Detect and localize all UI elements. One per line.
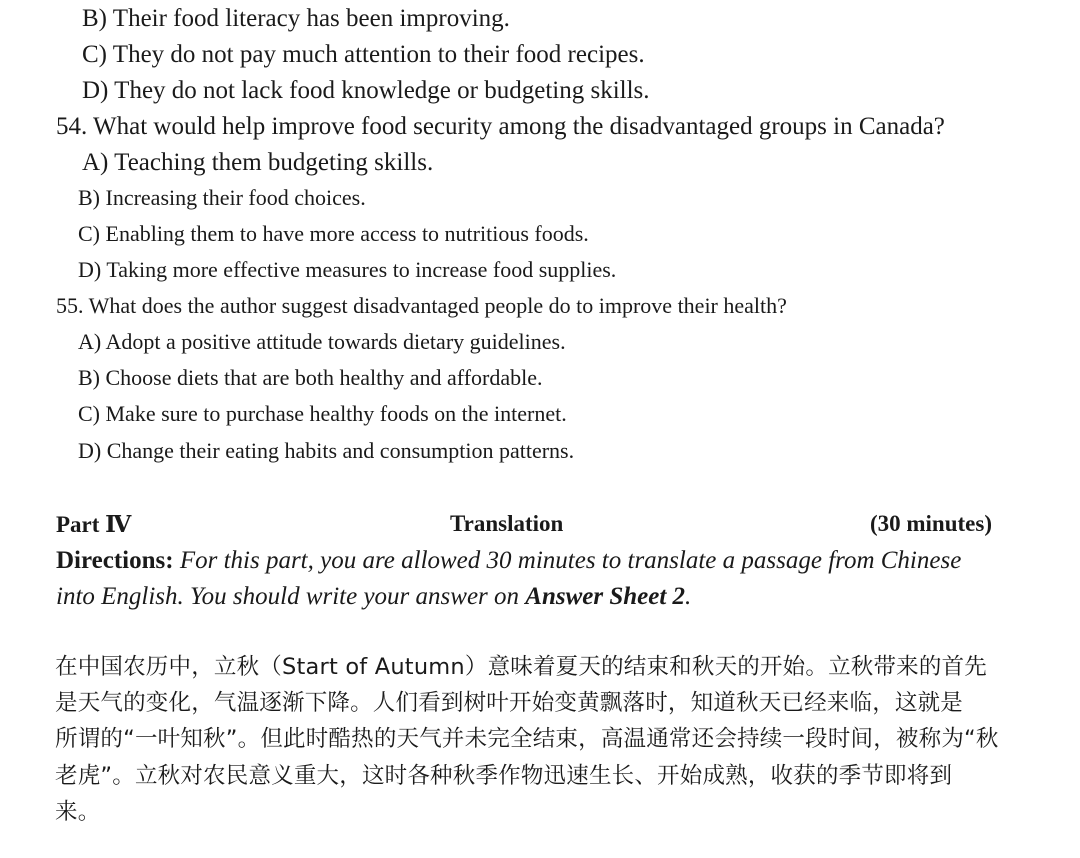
q54-question: 54. What would help improve food security among the disadvantaged groups in Canada?	[56, 113, 945, 140]
passage-line-5: 来。	[55, 799, 101, 825]
q54-option-a: A) Teaching them budgeting skills.	[82, 149, 434, 176]
directions-line-2	[56, 584, 691, 609]
passage-line-4: 老虎”。立秋对农民意义重大，这时各种秋季作物迅速生长、开始成熟，收获的季节即将到	[55, 763, 953, 789]
directions-line-1	[56, 548, 961, 573]
directions-text-1: For this part, you are allowed 30 minutes to translate a passage from Chinese	[173, 547, 962, 574]
part-time: (30 minutes)	[869, 511, 992, 536]
part-title: Translation	[450, 511, 564, 536]
q55-option-b: B) Choose diets that are both healthy and affordable.	[78, 365, 543, 390]
q54-option-d: D) Taking more effective measures to increase food supplies.	[78, 257, 617, 282]
q55-option-a: A) Adopt a positive attitude towards dietary guidelines.	[78, 329, 566, 354]
directions-text-2: into English. You should write your answer on	[56, 583, 526, 610]
q53-option-d: D) They do not lack food knowledge or budgeting skills.	[82, 77, 650, 104]
answer-sheet-label: Answer Sheet 2	[525, 583, 686, 610]
q54-option-c: C) Enabling them to have more access to nutritious foods.	[78, 221, 589, 246]
part-label: Part Ⅳ	[56, 512, 132, 537]
directions-label: Directions:	[56, 547, 174, 574]
q55-option-c: C) Make sure to purchase healthy foods on the internet.	[78, 401, 567, 426]
q54-option-b: B) Increasing their food choices.	[78, 185, 366, 210]
passage-line-3: 所谓的“一叶知秋”。但此时酷热的天气并未完全结束，高温通常还会持续一段时间，被称为“秋	[55, 726, 999, 752]
q53-option-b: B) Their food literacy has been improving.	[82, 5, 510, 32]
part-header	[56, 511, 992, 539]
passage-line-2: 是天气的变化，气温逐渐下降。人们看到树叶开始变黄飘落时，知道秋天已经来临，这就是	[55, 690, 964, 716]
directions-end: .	[685, 583, 692, 610]
passage-line-1: 在中国农历中，立秋（Start of Autumn）意味着夏天的结束和秋天的开始。立秋带来的首先	[55, 654, 987, 680]
q53-option-c: C) They do not pay much attention to their food recipes.	[82, 41, 645, 68]
q55-option-d: D) Change their eating habits and consumption patterns.	[78, 438, 575, 463]
q55-question: 55. What does the author suggest disadvantaged people do to improve their health?	[56, 293, 787, 318]
